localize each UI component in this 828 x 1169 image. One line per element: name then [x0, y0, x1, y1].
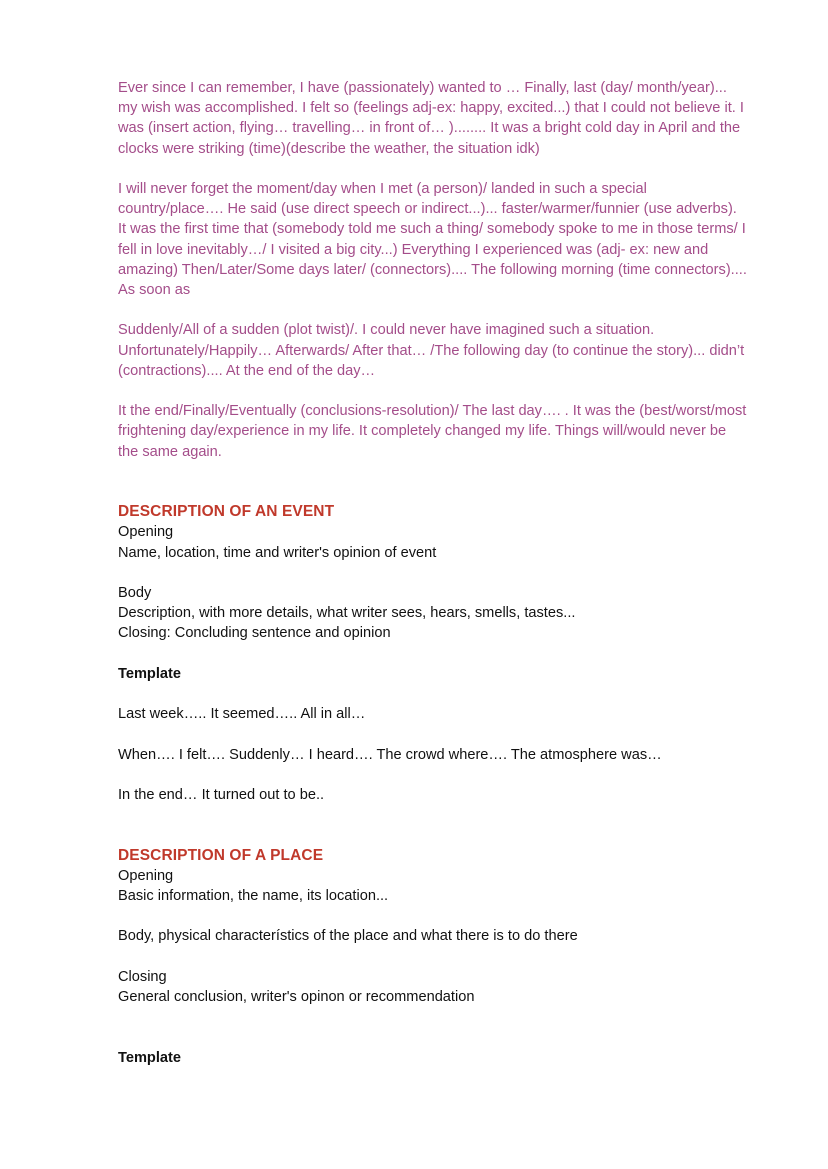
place-closing-label: Closing — [118, 968, 167, 985]
place-heading: DESCRIPTION OF A PLACE — [118, 846, 324, 864]
spacer — [118, 765, 748, 785]
spacer — [118, 684, 748, 704]
narrative-paragraph-2: I will never forget the moment/day when I met (a person)/ landed in such a special country/place…. He said (use direct speech or indirect...)... faster/warmer/funnier (use adverbs). It was the first time that (somebody told me such a thing/ somebody spoke to me in those terms/ I fell in love inevitably…/ I visited a big city...) Everything I experienced was (adj- ex: new and amazing) Then/Later/Some days later/ (connectors).... The following morning (time connectors).... As soon as — [118, 181, 747, 299]
event-closing-text: Closing: Concluding sentence and opinion — [118, 625, 391, 642]
place-opening-text: Basic information, the name, its location... — [118, 887, 389, 904]
place-template-label: Template — [118, 1049, 181, 1066]
event-template-line-2: When…. I felt…. Suddenly… I heard…. The crowd where…. The atmosphere was… — [118, 746, 662, 763]
spacer — [118, 947, 748, 967]
spacer — [118, 906, 748, 926]
event-body-text: Description, with more details, what writer sees, hears, smells, tastes... — [118, 605, 576, 622]
event-section — [118, 502, 748, 805]
event-opening-text: Name, location, time and writer's opinion of event — [118, 544, 437, 561]
narrative-paragraph-4: It the end/Finally/Eventually (conclusions-resolution)/ The last day…. . It was the (best/worst/most frightening day/experience in my life. It completely changed my life. Things will/would never be the same again. — [118, 403, 747, 460]
spacer — [118, 482, 748, 502]
place-opening-label: Opening — [118, 867, 174, 884]
event-opening-label: Opening — [118, 524, 174, 541]
event-template-label: Template — [118, 665, 181, 682]
place-body-text: Body, physical characterístics of the place and what there is to do there — [118, 928, 578, 945]
narrative-section — [118, 78, 748, 462]
narrative-paragraph-1: Ever since I can remember, I have (passionately) wanted to … Finally, last (day/ month/year)... my wish was accomplished. I felt so (feelings adj-ex: happy, excited...) that I could not believe it. I was (insert action, flying… travelling… in front of… )........ It was a bright cold day in April and the clocks were striking (time)(describe the weather, the situation idk) — [118, 80, 744, 157]
place-section — [118, 846, 748, 1068]
spacer — [118, 644, 748, 664]
place-closing-text: General conclusion, writer's opinon or recommendation — [118, 988, 475, 1005]
event-body-label: Body — [118, 584, 152, 601]
spacer — [118, 1007, 748, 1047]
spacer — [118, 563, 748, 583]
spacer — [118, 724, 748, 744]
narrative-paragraph-3: Suddenly/All of a sudden (plot twist)/. I could never have imagined such a situation. Unfortunately/Happily… Afterwards/ After that… /The following day (to continue the story)... didn’t (contractions).... At the end of the day… — [118, 322, 745, 379]
event-template-line-3: In the end… It turned out to be.. — [118, 786, 325, 803]
event-template-line-1: Last week….. It seemed….. All in all… — [118, 706, 366, 723]
spacer — [118, 805, 748, 845]
event-heading: DESCRIPTION OF AN EVENT — [118, 503, 335, 521]
